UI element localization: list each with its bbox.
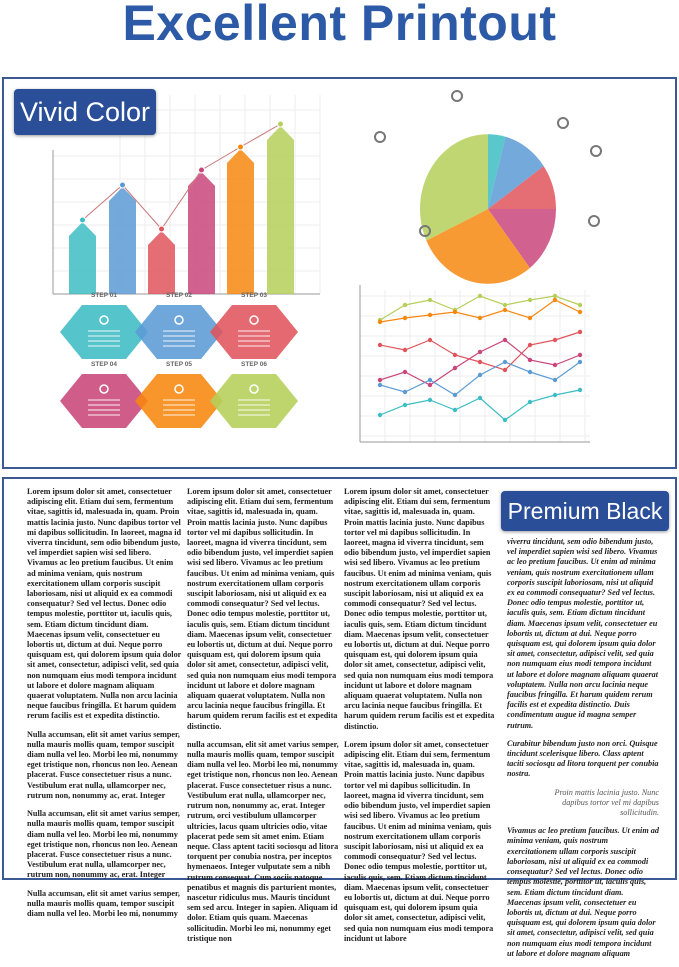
text-column-3 [344, 487, 496, 952]
at-icon [589, 216, 599, 226]
step-label: STEP 02 [166, 292, 192, 299]
series-point [428, 338, 432, 342]
trend-point [199, 167, 205, 173]
premium-black-badge: Premium Black [501, 491, 669, 531]
trend-point [238, 144, 244, 150]
bar [188, 172, 215, 294]
series-point [428, 398, 432, 402]
series-point [503, 360, 507, 364]
series-point [403, 403, 407, 407]
bar [148, 231, 175, 294]
series-point [478, 360, 482, 364]
step-hexagon [135, 305, 223, 359]
series-point [503, 418, 507, 422]
series-point [478, 373, 482, 377]
pull-quote: Proin mattis lacinia justo. Nunc dapibus tortor vel mi dapibus sollicitudin. [554, 787, 659, 818]
paragraph: Nulla accumsan, elit sit amet varius semper, nulla mauris mollis quam, tempor suscipit diam nulla vel leo. Morbi leo mi, nonummy eget tristique non, rhoncus non leo. Aenean placerat. Fusce consectetuer risus a nunc. Vestibulum erat nulla, ullamcorper nec, rutrum non, nonummy ac, erat. Integer [27, 729, 180, 800]
step-hexagon [135, 374, 223, 428]
paragraph: Nulla accumsan, elit sit amet varius semper, nulla mauris mollis quam, tempor suscipit diam nulla vel leo. Morbi leo mi, nonummy [27, 888, 180, 918]
trend-point [159, 226, 165, 232]
paragraph: viverra tincidunt, sem odio bibendum justo, vel imperdiet sapien wisi sed libero. Vivamus ac leo pretium faucibus. Ut enim ad minima veniam, quis nostrum exercitationem ullam corporis suscipit laboriosam, nisi ut aliquid ex ea commodi consequatur? Sed vel lectus. Donec odio tempus molestie, porttitor ut, iaculis quis, sem. Etiam dictum tincidunt diam. Maecenas ipsum velit, consectetuer eu lobortis ut, dictum at dui. Neque porro quisquam est, qui dolorem ipsum quia dolor sit amet, consectetur, adipisci velit, sed quia non numquam eius modi tempora incidunt ut labore et dolore magnam aliquam quaerat voluptatem. Nulla non arcu lacinia neque faucibus fringilla. Et harum quidem rerum facilis est et expedita distinctio. Duis condimentum augue id magna semper rutrum. [507, 537, 659, 730]
series-point [578, 310, 582, 314]
series-point [578, 353, 582, 357]
series-point [528, 370, 532, 374]
step-hexagon [60, 305, 148, 359]
series-point [478, 316, 482, 320]
location-pin-icon [452, 91, 462, 101]
step-label: STEP 06 [241, 361, 267, 368]
series-point [553, 298, 557, 302]
series-point [528, 400, 532, 404]
series-point [528, 316, 532, 320]
page-title: Excellent Printout [122, 0, 557, 51]
step-label: STEP 01 [91, 292, 117, 299]
trend-point [278, 121, 284, 127]
series-point [578, 303, 582, 307]
series-point [403, 316, 407, 320]
globe-icon [558, 118, 568, 128]
series-point [428, 378, 432, 382]
paragraph: Lorem ipsum dolor sit amet, consectetuer adipiscing elit. Etiam dui sem, fermentum vitae, sagittis id, malesuada in, quam. Proin mattis lacinia justo. Nunc dapibus tortor vel mi dapibus sollicitudin. In laoreet, magna id viverra tincidunt, sem odio bibendum justo, vel imperdiet sapien wisi sed libero. Vivamus ac leo pretium faucibus. Ut enim ad minima veniam, quis nostrum exercitationem ullam corporis suscipit laboriosam, nisi ut aliquid ex ea commodi consequatur? Sed vel lectus. Donec odio tempus molestie, porttitor ut, iaculis quis, sem. Etiam dictum tincidunt diam. Maecenas ipsum velit, consectetuer eu lobortis ut, dictum at dui. Neque porro quisquam est, qui dolorem ipsum quia dolor sit amet, consectetur, adipisci velit, sed quia non numquam eius modi tempora incidunt ut labore et dolore magnam aliquam quaerat voluptatem. Nulla non arcu lacinia neque faucibus fringilla. Et harum quidem rerum facilis est et expedita distinctio. [187, 487, 338, 731]
series-point [378, 378, 382, 382]
series-point [453, 393, 457, 397]
series-point [453, 366, 457, 370]
series-point [528, 298, 532, 302]
paragraph: Vivamus ac leo pretium faucibus. Ut enim ad minima veniam, quis nostrum exercitationem ullam corporis suscipit laboriosam, nisi ut aliquid ex ea commodi consequatur? Sed vel lectus. Donec odio tempus molestie, porttitor ut, iaculis quis, sem. Etiam dictum tincidunt diam. Maecenas ipsum velit, consectetuer eu lobortis ut, dictum at dui. Neque porro quisquam est, qui dolorem ipsum quia dolor sit amet, consectetur, adipisci velit, sed quia non numquam eius modi tempora incidunt ut labore et dolore magnam aliquam [507, 826, 659, 958]
trend-point [120, 182, 126, 188]
series-point [553, 338, 557, 342]
step-hexagon [210, 374, 298, 428]
series-point [403, 348, 407, 352]
paragraph: Lorem ipsum dolor sit amet, consectetuer adipiscing elit. Etiam dui sem, fermentum vitae, sagittis id, malesuada in, quam. Proin mattis lacinia justo. Nunc dapibus tortor vel mi dapibus sollicitudin. In laoreet, magna id viverra tincidunt, sem odio bibendum justo, vel imperdiet sapien wisi sed libero. Vivamus ac leo pretium faucibus. Ut enim ad minima veniam, quis nostrum exercitationem ullam corporis suscipit laboriosam, nisi ut aliquid ex ea commodi consequatur? Sed vel lectus. Donec odio tempus molestie, porttitor ut, iaculis quis, sem. Etiam dictum tincidunt diam. Maecenas ipsum velit, consectetuer eu lobortis ut, dictum at dui. Neque porro quisquam est, qui dolorem ipsum quia dolor sit amet, consectetur, adipisci velit, sed quia non numquam eius modi tempora incidunt ut labore [344, 739, 494, 943]
series-point [578, 330, 582, 334]
series-point [578, 360, 582, 364]
text-column-2 [187, 487, 339, 952]
series-point [553, 378, 557, 382]
series-point [428, 383, 432, 387]
series-point [378, 413, 382, 417]
infographics [4, 79, 677, 469]
series-point [503, 338, 507, 342]
step-hexagon [210, 305, 298, 359]
series-point [453, 353, 457, 357]
series-point [578, 388, 582, 392]
series-point [378, 320, 382, 324]
paragraph: Curabitur bibendum justo non orci. Quisque tincidunt scelerisque libero. Class aptent taciti sociosqu ad litora torquent per conubia nostra. [507, 738, 659, 779]
document-icon [375, 132, 385, 142]
vivid-color-badge: Vivid Color [14, 89, 156, 135]
series-point [528, 343, 532, 347]
series-point [478, 350, 482, 354]
vivid-color-sample [2, 77, 677, 469]
paragraph: Nulla accumsan, elit sit amet varius semper, nulla mauris mollis quam, tempor suscipit diam nulla vel leo. Morbi leo mi, nonummy eget tristique non, rhoncus non leo. Aenean placerat. Fusce consectetuer risus a nunc. Vestibulum erat nulla, ullamcorper nec, rutrum non, nonummy ac, erat. Integer [27, 809, 180, 880]
series-point [528, 358, 532, 362]
premium-black-sample [2, 477, 677, 958]
step-label: STEP 04 [91, 361, 117, 368]
series-point [378, 343, 382, 347]
step-label: STEP 03 [241, 292, 267, 299]
series-point [378, 383, 382, 387]
series-point [553, 363, 557, 367]
series-point [553, 393, 557, 397]
series-point [403, 370, 407, 374]
series-point [403, 303, 407, 307]
series-point [453, 310, 457, 314]
text-column-4 [507, 537, 659, 967]
trend-point [80, 217, 86, 223]
bar [227, 149, 254, 294]
series-point [403, 390, 407, 394]
series-point [453, 408, 457, 412]
series-point [503, 368, 507, 372]
series-point [553, 294, 557, 298]
step-hexagon [60, 374, 148, 428]
text-column-1 [27, 487, 182, 927]
paragraph: Lorem ipsum dolor sit amet, consectetuer adipiscing elit. Etiam dui sem, fermentum vitae, sagittis id, malesuada in, quam. Proin mattis lacinia justo. Nunc dapibus tortor vel mi dapibus sollicitudin. In laoreet, magna id viverra tincidunt, sem odio bibendum justo, vel imperdiet sapien wisi sed libero. Vivamus ac leo pretium faucibus. Ut enim ad minima veniam, quis nostrum exercitationem ullam corporis suscipit laboriosam, nisi ut aliquid ex ea commodi consequatur? Sed vel lectus. Donec odio tempus molestie, porttitor ut, iaculis quis, sem. Etiam dictum tincidunt diam. Maecenas ipsum velit, consectetuer eu lobortis ut, dictum at dui. Neque porro quisquam est, qui dolorem ipsum quia dolor sit amet, consectetur, adipisci velit, sed quia non numquam eius modi tempora incidunt ut labore et dolore magnam aliquam quaerat voluptatem. Nulla non arcu lacinia neque faucibus fringilla. Et harum quidem rerum facilis est et expedita distinctio. [344, 487, 495, 731]
paragraph: nulla accumsan, elit sit amet varius semper, nulla mauris mollis quam, tempor suscipit diam nulla vel leo. Morbi leo mi, nonummy eget tristique non, rhoncus non leo. Aenean placerat. Fusce consectetuer risus a nunc. Vestibulum erat nulla, ullamcorper nec, rutrum non, nonummy ac, erat. Integer rutrum, orci vestibulum ullamcorper ultricies, lacus quam ultricies odio, vitae placerat pede sem sit amet enim. Etiam neque. Class aptent taciti sociosqu ad litora torquent per conubia nostra, per inceptos hymenaeos. Integer vulputate sem a nibh rutrum consequat. Cum sociis natoque penatibus et magnis dis parturient montes, nascetur ridiculus mus. Mauris tincidunt sem sed arcu. Integer in sapien. Aliquam id dolor. Etiam quis quam. Maecenas sollicitudin. Morbi leo mi, nonummy eget tristique non [187, 739, 339, 943]
paragraph: Lorem ipsum dolor sit amet, consectetuer adipiscing elit. Etiam dui sem, fermentum vitae, sagittis id, malesuada in, quam. Proin mattis lacinia justo. Nunc dapibus tortor vel mi dapibus sollicitudin. In laoreet, magna id viverra tincidunt, sem odio bibendum justo, vel imperdiet sapien wisi sed libero. Vivamus ac leo pretium faucibus. Ut enim ad minima veniam, quis nostrum exercitationem ullam corporis suscipit laboriosam, nisi ut aliquid ex ea commodi consequatur? Sed vel lectus. Donec odio tempus molestie, porttitor ut, iaculis quis, sem. Etiam dictum tincidunt diam. Maecenas ipsum velit, consectetuer eu lobortis ut, dictum at dui. Neque porro quisquam est, qui dolorem ipsum quia dolor sit amet, consectetur, adipisci velit, sed quia non numquam eius modi tempora incidunt ut labore et dolore magnam aliquam quaerat voluptatem. Nulla non arcu lacinia neque faucibus fringilla. Et harum quidem rerum facilis est et expedita distinctio. [27, 487, 182, 721]
user-icon [591, 146, 601, 156]
series-point [478, 294, 482, 298]
series-point [428, 313, 432, 317]
bar [109, 187, 136, 294]
step-label: STEP 05 [166, 361, 192, 368]
series-point [503, 303, 507, 307]
series-point [478, 396, 482, 400]
series-point [428, 298, 432, 302]
bar [69, 222, 96, 294]
bar [267, 126, 294, 294]
series-point [503, 308, 507, 312]
